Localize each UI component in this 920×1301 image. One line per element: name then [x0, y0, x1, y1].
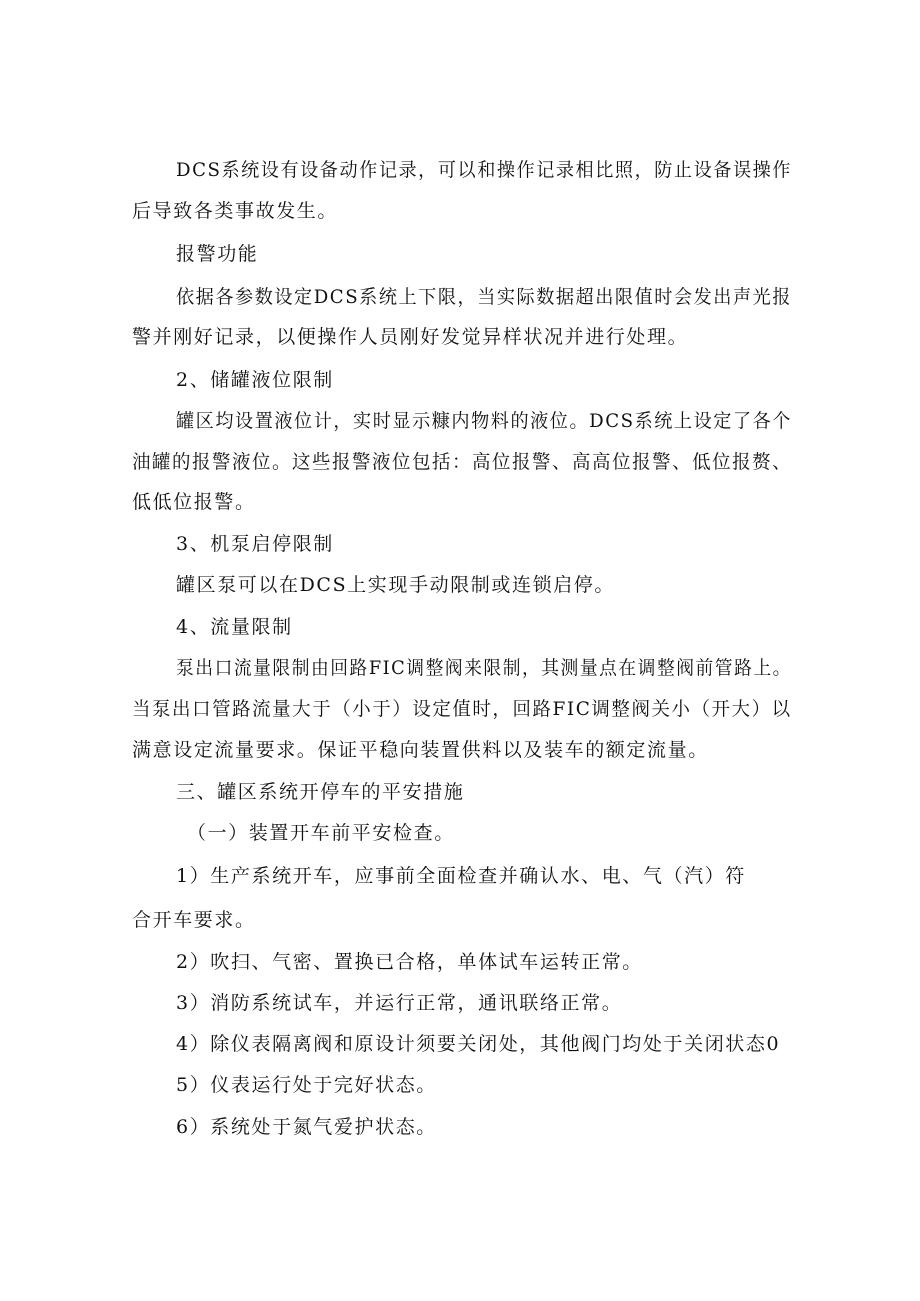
section-heading: 3、机泵启停限制 [176, 533, 334, 555]
list-item: 3）消防系统试车，并运行正常，通讯联络正常。 [176, 992, 623, 1014]
section-heading: 4、流量限制 [176, 616, 293, 638]
paragraph-line: 罐区均设置液位计，实时显示糠内物料的液位。DCS系统上设定了各个 [176, 410, 792, 432]
paragraph-line: 低低位报警。 [132, 491, 256, 513]
section-heading: 2、储罐液位限制 [176, 369, 334, 391]
list-item: 1）生产系统开车，应事前全面检查并确认水、电、气（汽）符 [176, 865, 746, 887]
section-heading: 报警功能 [176, 243, 259, 265]
paragraph-line: 油罐的报警液位。这些报警液位包括：高位报警、高高位报警、低位报赘、 [132, 451, 793, 473]
list-item: 4）除仪表隔离阀和原设计须要关闭处，其他阀门均处于关闭状态0 [176, 1033, 781, 1055]
paragraph-line: 警并刚好记录，以便操作人员刚好发觉异样状况并进行处理。 [132, 326, 689, 348]
paragraph-line: DCS系统设有设备动作记录，可以和操作记录相比照，防止设备误操作 [176, 159, 792, 181]
section-heading: 三、罐区系统开停车的平安措施 [176, 781, 465, 803]
paragraph-line: 泵出口流量限制由回路FIC调整阀来限制，其测量点在调整阀前管路上。 [176, 657, 792, 679]
subsection-heading: （一）装置开车前平安检查。 [187, 822, 455, 844]
paragraph-line: 当泵出口管路流量大于（小于）设定值时，回路FIC调整阀关小（开大）以 [132, 698, 792, 720]
list-item: 6）系统处于氮气爱护状态。 [176, 1116, 437, 1138]
list-item: 5）仪表运行处于完好状态。 [176, 1074, 437, 1096]
list-item-continuation: 合开车要求。 [132, 909, 256, 931]
list-item: 2）吹扫、气密、置换已合格，单体试车运转正常。 [176, 951, 643, 973]
paragraph-line: 满意设定流量要求。保证平稳向装置供料以及装车的额定流量。 [132, 739, 709, 761]
paragraph-line: 罐区泵可以在DCS上实现手动限制或连锁启停。 [176, 574, 615, 596]
paragraph-line: 后导致各类事故发生。 [132, 200, 339, 222]
paragraph-line: 依据各参数设定DCS系统上下限，当实际数据超出限值时会发出声光报 [176, 286, 792, 308]
